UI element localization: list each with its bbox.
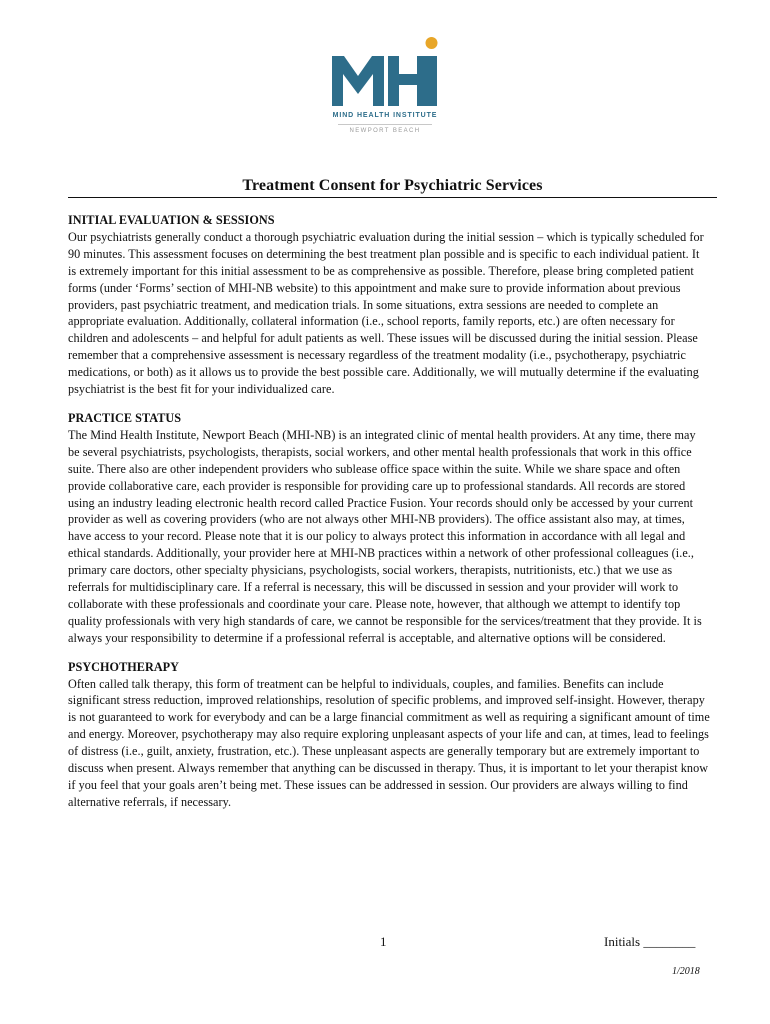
section-heading: INITIAL EVALUATION & SESSIONS — [68, 213, 275, 227]
section-paragraph: Often called talk therapy, this form of treatment can be helpful to individuals, couples, and families. Benefits can include significant stress reduction, improved relationships, resolution of specific problems, and improved self-insight. However, therapy is not guaranteed to work for everybody and can be a large financial commitment as well as requiring a significant amount of time and energy. Moreover, psychotherapy may also require exploring unpleasant aspects of your life and can, at times, lead to feelings of distress (i.e., guilt, anxiety, frustration, etc.). These unpleasant aspects are generally temporary but are extremely important to discuss when present. Always remember that anything can be discussed in therapy. Thus, it is important to let your therapist know if you feel that your goals aren’t being met. These issues can be addressed in session. Our providers are always willing to find alternative referrals, if necessary. — [68, 676, 710, 809]
section-heading: PSYCHOTHERAPY — [68, 659, 180, 674]
logo-name: MIND HEALTH INSTITUTE — [332, 112, 438, 119]
section-practice-status — [68, 410, 710, 647]
document-title: Treatment Consent for Psychiatric Services — [242, 177, 543, 194]
section-paragraph: The Mind Health Institute, Newport Beach (MHI-NB) is an integrated clinic of mental health providers. At any time, there may be several psychiatrists, psychologists, therapists, social workers, and other mental health professionals that work in this office suite. There also are other independent providers who sublease office space within the suite. While we share space and often provide collaborative care, each provider is responsible for providing care up to professional standards. All records are stored using an industry leading electronic health record called Practice Fusion. Your records should only be accessed by your current provider as well as covering providers (who are not always other MHI-NB providers). The office assistant also may, at times, have access to your record. Please note that it is our policy to always protect this information in accordance with all legal and ethical standards. Additionally, your provider here at MHI-NB practices within a network of other professional colleagues (i.e., primary care doctors, other specialty physicians, psychologists, social workers, therapists, nutritionists, etc.) that we use as referrals for multidisciplinary care. If a referral is necessary, this will be discussed in session and your provider will work to collaborate with these professionals and coordinate your care. Please note, however, that although we attempt to identify top quality professionals with very high standards of care, we cannot be responsible for the services/treatment that they provide. It is always your responsibility to determine if a professional referral is acceptable, and alternative options will be considered. — [68, 427, 702, 645]
document-body — [68, 212, 710, 823]
title-underline — [68, 197, 717, 198]
section-psychotherapy — [68, 659, 710, 811]
mind-health-institute-logo — [330, 36, 440, 146]
logo-location: NEWPORT BEACH — [349, 128, 421, 134]
section-heading: PRACTICE STATUS — [68, 410, 182, 425]
section-initial-evaluation — [68, 212, 710, 398]
page-number: 1 — [380, 934, 387, 949]
initials-field[interactable]: Initials ________ — [604, 934, 696, 949]
mhi-logo-mark — [330, 36, 440, 112]
logo-divider — [338, 124, 432, 125]
section-paragraph: Our psychiatrists generally conduct a thorough psychiatric evaluation during the initial session – which is typically scheduled for 90 minutes. This assessment focuses on determining the best treatment plan possible and is specific to each individual patient. It is extremely important for this initial assessment to be as comprehensive as possible. Therefore, please bring completed patient forms (under ‘Forms’ section of MHI-NB website) to this appointment and make sure to provide information about previous providers, past psychiatric treatment, and medication trials. In some situations, extra sessions are needed to complete an appropriate evaluation. Additionally, collateral information (i.e., school reports, family reports, etc.) are often necessary for children and adolescents – and helpful for adult patients as well. These issues will be discussed during the initial session. Please remember that a comprehensive assessment is necessary regardless of the treatment modality (i.e., psychotherapy, psychiatric medications, or both) as it allows us to provide the best possible care. Additionally, we will mutually determine if the evaluating psychiatrist is the best fit for your individualized care. — [68, 229, 704, 397]
revision-date: 1/2018 — [672, 966, 700, 977]
